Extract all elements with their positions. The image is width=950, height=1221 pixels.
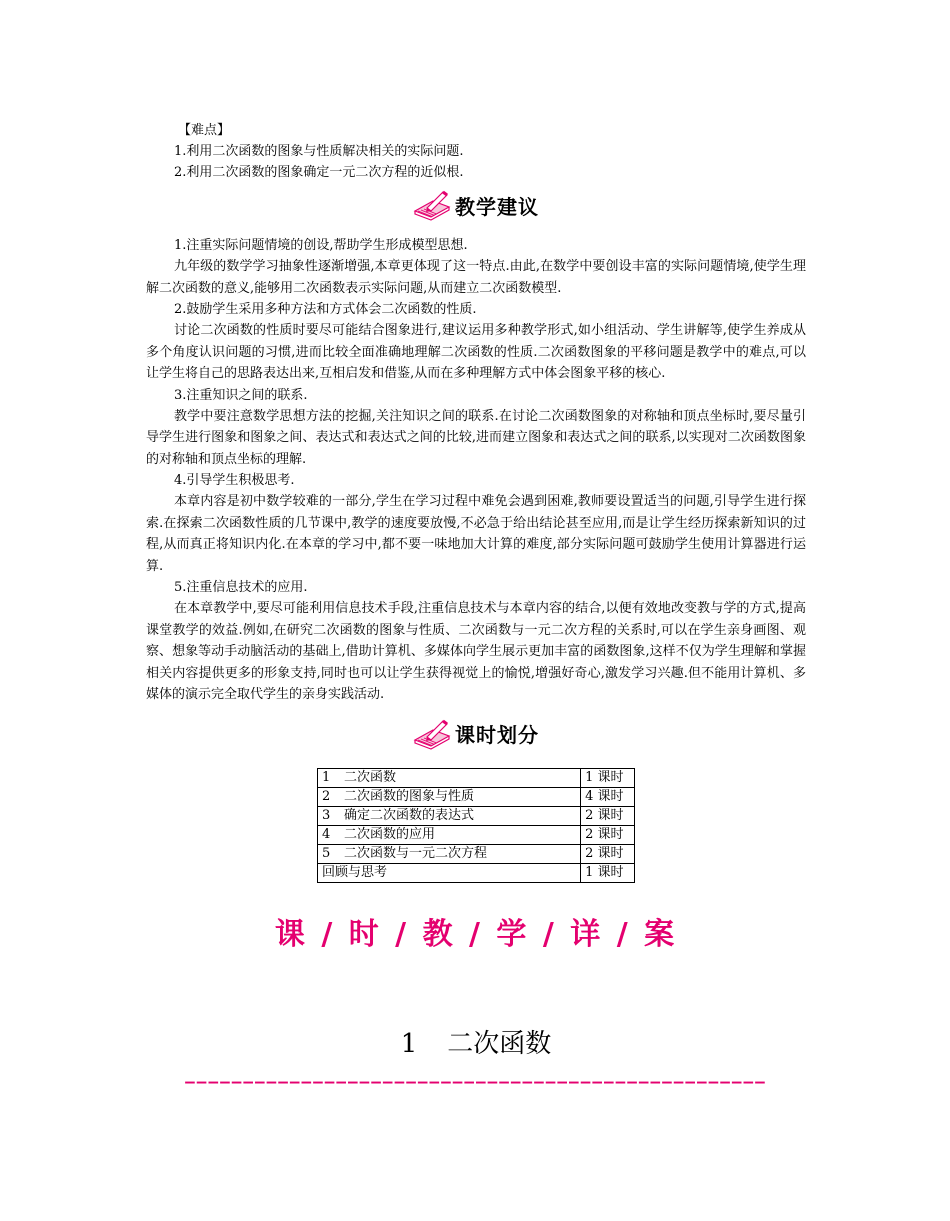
suggestion-1-body: 九年级的数学学习抽象性逐渐增强,本章更体现了这一特点.由此,在数学中要创设丰富的实际问题情境,使学生理解二次函数的意义,能够用二次函数表示实际问题,从而建立二次函数模型. [146,259,806,296]
suggestion-4-body: 本章内容是初中数学较难的一部分,学生在学习过程中难免会遇到困难,教师要设置适当的问题,引导学生进行探索.在探索二次函数性质的几节课中,教学的速度要放慢,不必急于给出结论甚至应用,而是让学生经历探索新知识的过程,从而真正将知识内化.在本章的学习中,都不要一味地加大计算的难度,部分实际问题可鼓励学生使用计算器进行运算. [146,494,806,574]
lesson-number: 1 [322,769,331,785]
suggestion-5-body: 在本章教学中,要尽可能利用信息技术手段,注重信息技术与本章内容的结合,以便有效地改变教与学的方式,提高课堂教学的效益.例如,在研究二次函数的图象与性质、二次函数与一元二次方程的关系时,可以在学生亲身画图、观察、想象等动手动脑活动的基础上,借助计算机、多媒体向学生展示更加丰富的函数图象,这样不仅为学生理解和掌握相关内容提供更多的形象支持,同时也可以让学生获得视觉上的愉悦,增强好奇心,激发学习兴趣.但不能用计算机、多媒体的演示完全取代学生的亲身实践活动. [146,601,806,702]
lesson-number: 2 [322,788,331,804]
lesson-number: 5 [322,845,331,861]
lesson-name: 确定二次函数的表达式 [344,807,475,823]
lesson-cell [318,806,581,825]
suggestion-2-body: 讨论二次函数的性质时要尽可能结合图象进行,建议运用多种教学形式,如小组活动、学生讲解等,使学生养成从多个角度认识问题的习惯,进而比较全面准确地理解二次函数的性质.二次函数图象的平移问题是教学中的难点,可以让学生将自己的思路表达出来,互相启发和借鉴,从而在多种理解方式中体会图象平移的核心. [146,323,806,381]
dashed-divider: –––––––––––––––––––––––––––––––––––––––––––––––––– [185,1071,767,1091]
lesson-cell [318,768,581,787]
schedule-header [146,714,806,754]
content [146,120,806,1091]
suggestion-1-title: 1.注重实际问题情境的创设,帮助学生形成模型思想. [174,238,468,253]
difficulty-item-1: 1.利用二次函数的图象与性质解决相关的实际问题. [174,144,464,159]
hours-cell: 2 课时 [581,825,635,844]
hours-cell: 2 课时 [581,844,635,863]
table-row [318,787,635,806]
suggestion-3-title: 3.注重知识之间的联系. [174,387,308,403]
table-row [318,806,635,825]
lesson-cell [318,844,581,863]
difficulty-item-2: 2.利用二次函数的图象确定一元二次方程的近似根. [174,165,464,180]
lesson-number: 3 [322,807,331,823]
lesson-name: 二次函数与一元二次方程 [344,845,488,861]
lesson-title-number: 1 [400,1028,418,1059]
lesson-number: 4 [322,826,331,842]
lesson-title-text: 二次函数 [447,1028,552,1059]
hours-cell: 1 课时 [581,863,635,882]
hours-cell: 2 课时 [581,806,635,825]
lesson-cell [318,825,581,844]
table-row [318,825,635,844]
table-row [318,844,635,863]
table-row [318,768,635,787]
suggestion-4-title: 4.引导学生积极思考. [174,473,295,488]
lesson-title [146,1023,806,1060]
suggestion-3-body: 教学中要注意数学思想方法的挖掘,关注知识之间的联系.在讨论二次函数图象的对称轴和顶点坐标时,要尽量引导学生进行图象和图象之间、表达式和表达式之间的比较,进而建立图象和表达式之间的联系,以实现对二次函数图象的对称轴和顶点坐标的理解. [146,408,806,467]
book-pencil-icon [413,718,451,750]
lesson-name: 二次函数的应用 [344,826,436,842]
lesson-name: 二次函数 [344,769,397,785]
table-row [318,863,635,882]
teaching-suggestions-title: 教学建议 [455,194,539,219]
lesson-name: 二次函数的图象与性质 [344,788,475,804]
hours-cell: 1 课时 [581,768,635,787]
schedule-title: 课时划分 [455,723,539,747]
book-pencil-icon [413,189,451,221]
hours-cell: 4 课时 [581,787,635,806]
difficulty-heading: 【难点】 [178,123,231,138]
suggestion-2-title: 2.鼓励学生采用多种方法和方式体会二次函数的性质. [174,302,477,317]
suggestion-5-title: 5.注重信息技术的应用. [174,580,308,595]
schedule-table [317,768,635,883]
lesson-cell: 回顾与思考 [318,863,581,882]
teaching-suggestions-header [146,185,806,225]
lesson-plan-banner: 课 / 时 / 教 / 学 / 详 / 案 [274,916,678,952]
lesson-cell [318,787,581,806]
